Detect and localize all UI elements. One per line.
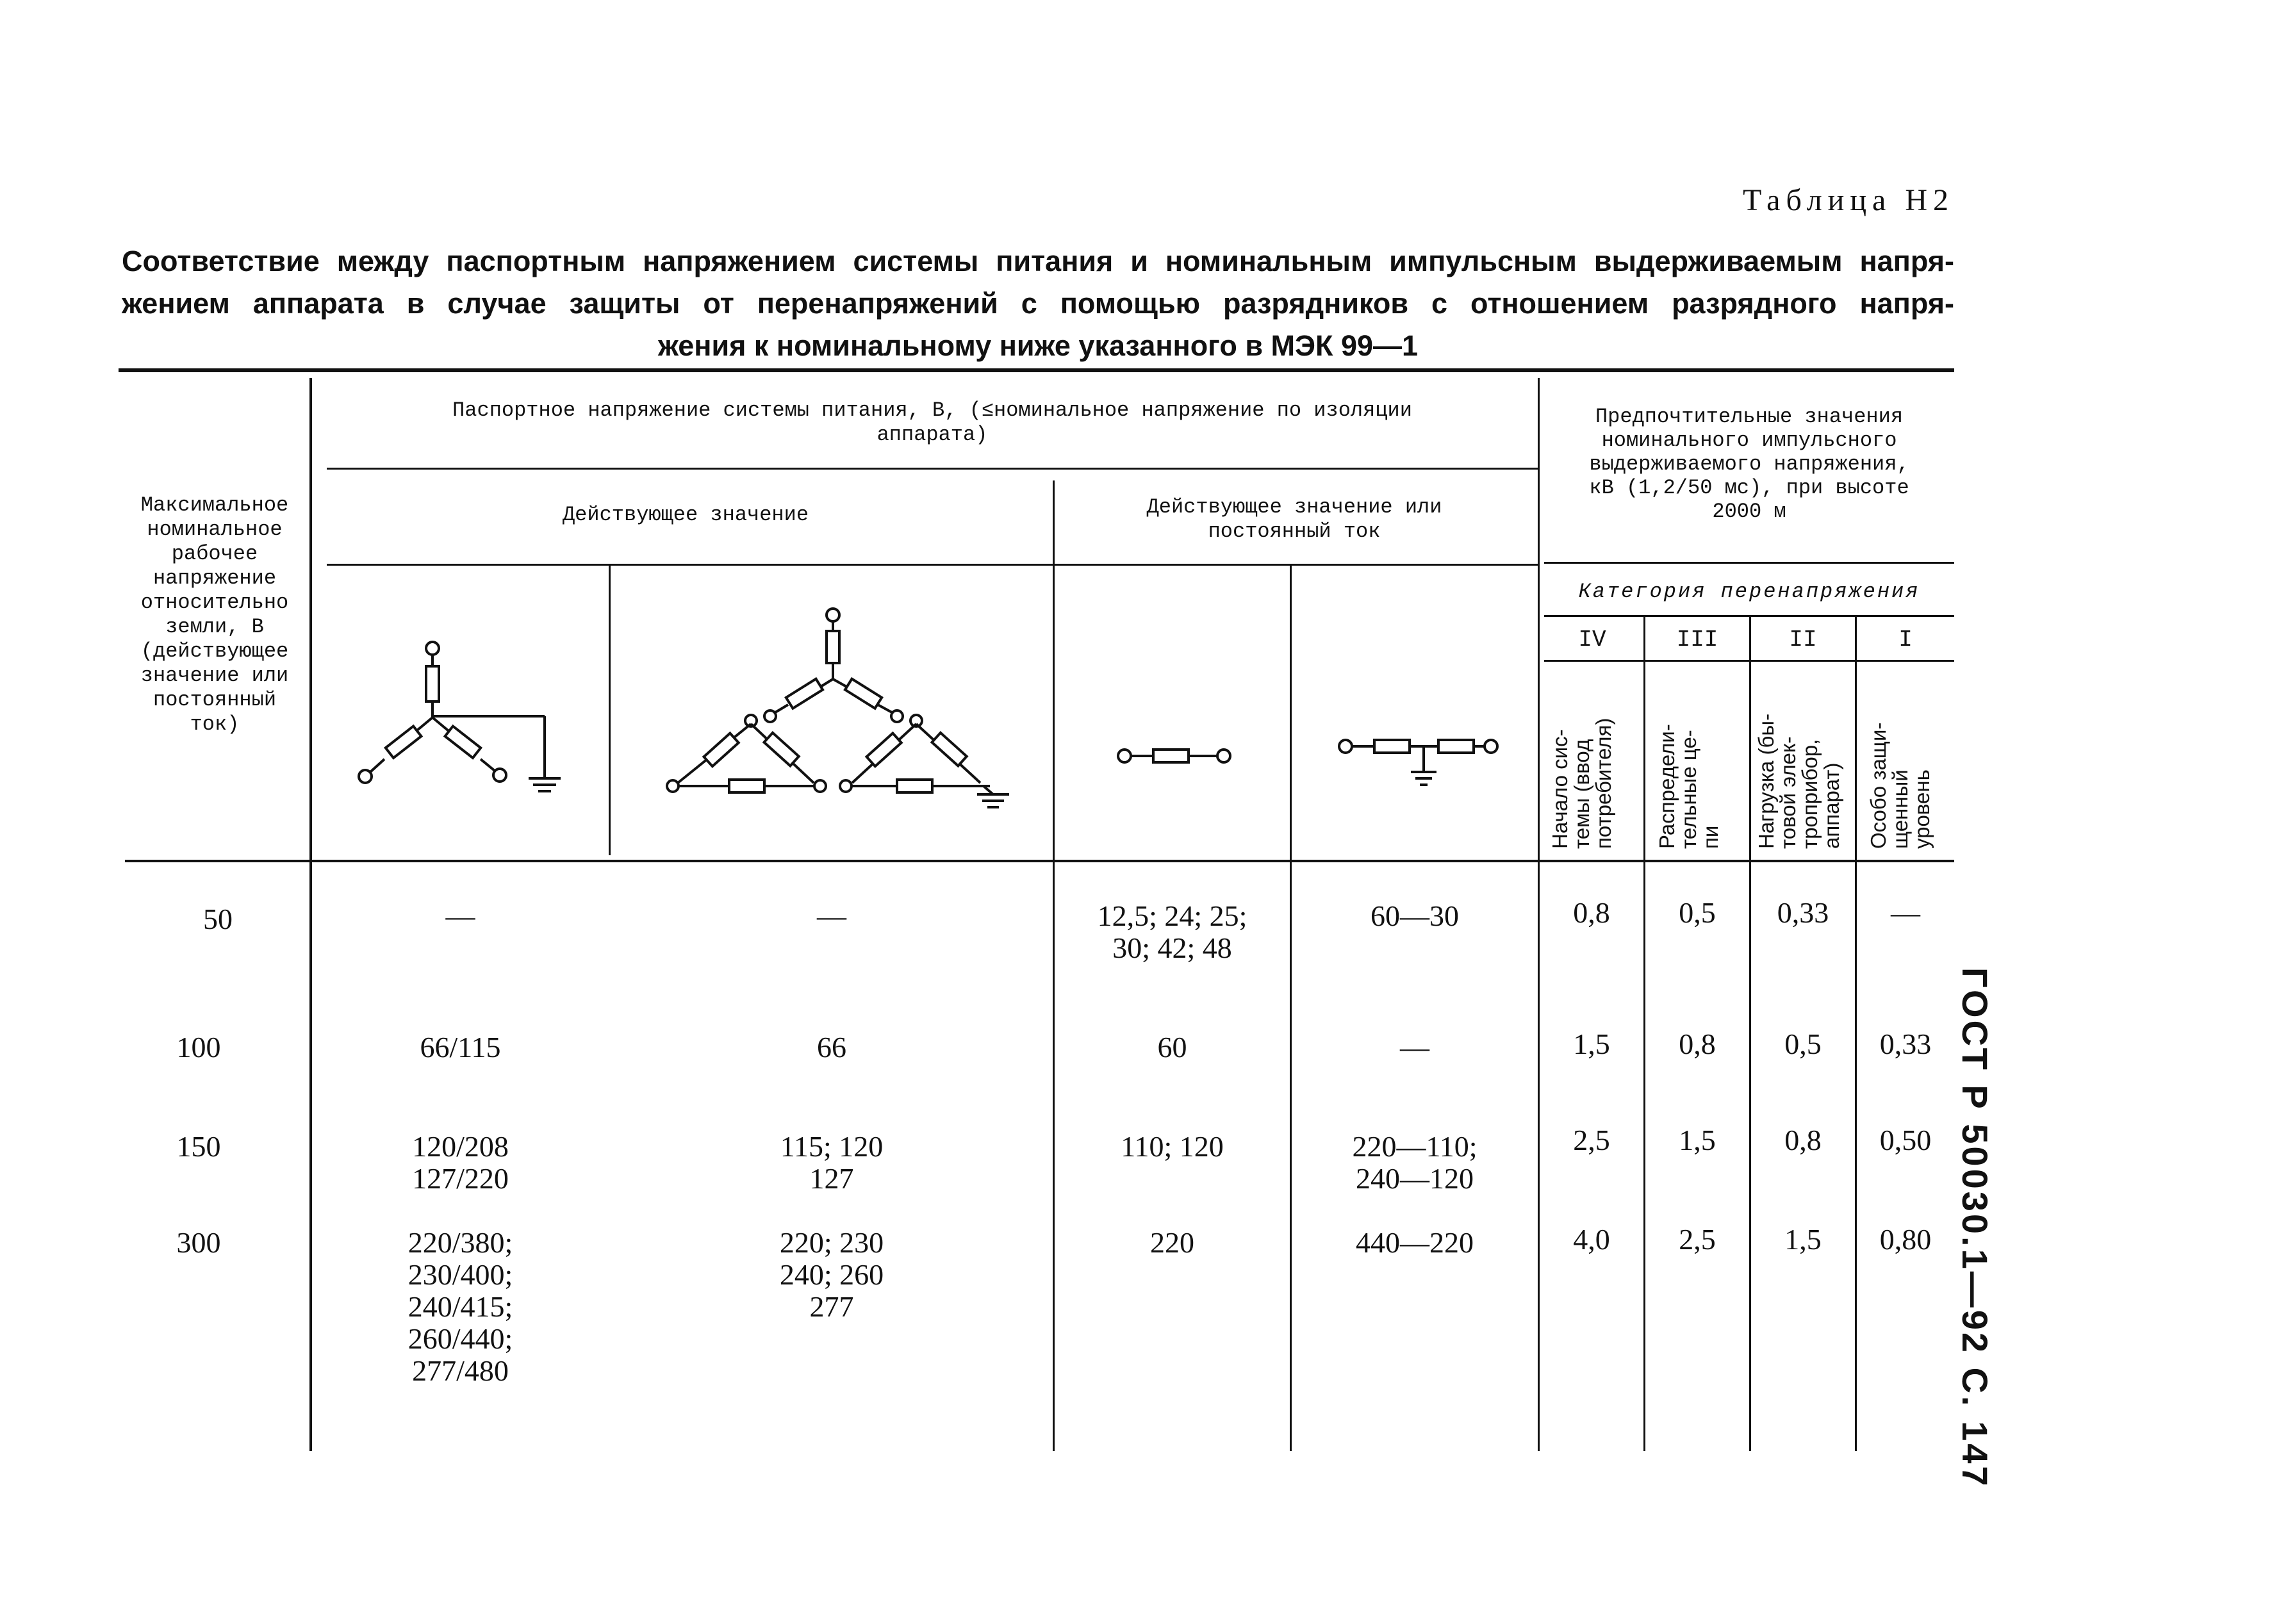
table-row-4-ii: 1,5	[1784, 1223, 1822, 1256]
table-title	[122, 240, 1954, 367]
side-page-header: ГОСТ Р 50030.1—92 С. 147	[1955, 967, 1995, 1489]
cat-i-desc	[1868, 723, 1933, 849]
table-row-2-iv: 1,5	[1573, 1028, 1610, 1060]
hdr-line: 2000 м	[1712, 500, 1786, 523]
header-bottom-rule	[125, 860, 1954, 862]
table-row-2-iii: 0,8	[1679, 1028, 1716, 1060]
table-row-4-iv: 4,0	[1573, 1223, 1610, 1256]
table-row-2-max: 100	[176, 1031, 221, 1063]
hdr-line: Предпочтительные значения	[1595, 405, 1904, 429]
cat-iv-desc	[1549, 718, 1615, 849]
hdr-line: номинального импульсного	[1601, 429, 1897, 452]
table-row-2-delta: 66	[817, 1031, 846, 1063]
rule-under-rms	[327, 564, 1538, 566]
cat-i-roman: I	[1898, 627, 1913, 653]
hdr-line: аппарата)	[877, 423, 988, 447]
hdr-line: Максимальное	[140, 493, 289, 517]
star-network-icon	[346, 634, 589, 807]
cat-desc-line: Особо защи-	[1866, 722, 1890, 849]
table-row-1-iii: 0,5	[1679, 896, 1716, 929]
table-row-4-i: 0,80	[1879, 1223, 1932, 1256]
cell-line: 115; 120	[780, 1130, 884, 1163]
cat-ii-desc	[1756, 714, 1843, 849]
hdr-line: постоянный ток	[1208, 520, 1381, 543]
table-row-4-star	[312, 1227, 609, 1387]
table-row-3-single: 110; 120	[1121, 1130, 1224, 1163]
hdr-line: номинальное	[147, 518, 283, 541]
table-row-2-ii: 0,5	[1784, 1028, 1822, 1060]
header-category-title: Категория перенапряжения	[1578, 580, 1920, 603]
cell-line: 12,5; 24; 25;	[1097, 899, 1247, 932]
rule-under-passport	[327, 468, 1538, 470]
table-row-1-single	[1055, 900, 1290, 964]
table-row-1-delta: —	[817, 899, 846, 932]
table-row-3-iv: 2,5	[1573, 1124, 1610, 1156]
header-rms-or-dc	[1057, 495, 1531, 544]
top-rule	[119, 368, 1954, 372]
cat-desc-line: Распредели-	[1655, 724, 1679, 849]
single-phase-icon	[1115, 740, 1237, 772]
table-row-4-delta	[611, 1227, 1053, 1323]
table-row-3-i: 0,50	[1879, 1124, 1932, 1156]
cat-desc-line: щенный	[1888, 769, 1912, 849]
table-row-3-delta	[611, 1131, 1053, 1195]
cell-line: 240; 260	[779, 1258, 884, 1291]
cat-desc-line: потребителя)	[1592, 718, 1615, 849]
cat-desc-line: Нагрузка (бы-	[1754, 713, 1778, 849]
header-preferred-values	[1544, 405, 1954, 523]
cell-line: 277/480	[412, 1354, 509, 1387]
cell-line: 277	[809, 1290, 854, 1323]
hdr-line: значение или	[140, 664, 289, 687]
hdr-line: рабочее	[171, 542, 258, 566]
rule-under-preferred	[1544, 562, 1954, 564]
cell-line: 120/208	[412, 1130, 509, 1163]
dc-split-icon	[1336, 721, 1502, 791]
table-row-1-ii: 0,33	[1777, 896, 1829, 929]
table-row-3-dc	[1292, 1131, 1538, 1195]
title-line-2: жением аппарата в случае защиты от перенапряжений с помощью разрядников с отношением разрядного напря-	[122, 287, 1954, 320]
cell-line: 260/440;	[407, 1322, 513, 1355]
header-max-voltage	[122, 493, 308, 737]
hdr-line: (действующее	[140, 639, 289, 663]
cell-line: 230/400;	[407, 1258, 513, 1291]
table-row-4-max: 300	[176, 1226, 221, 1259]
table-row-1-star: —	[445, 899, 475, 932]
cat-iii-roman: III	[1676, 627, 1718, 653]
cat-desc-line: аппарат)	[1820, 762, 1843, 849]
hdr-line: относительно	[140, 591, 289, 614]
table-row-3-iii: 1,5	[1679, 1124, 1716, 1156]
cell-line: 220/380;	[407, 1226, 513, 1259]
cell-line: 220—110;	[1352, 1130, 1478, 1163]
hdr-line: постоянный	[152, 688, 277, 712]
cat-desc-line: товой элек-	[1776, 736, 1800, 849]
table-row-1-max: 50	[203, 903, 233, 935]
cat-desc-line: пи	[1699, 825, 1722, 849]
cell-line: 127	[809, 1162, 854, 1195]
hdr-line: выдерживаемого напряжения,	[1589, 452, 1909, 476]
col-line-3	[1053, 480, 1055, 1451]
hdr-line: ток)	[190, 712, 240, 736]
table-row-3-max: 150	[176, 1130, 221, 1163]
delta-network-icon	[660, 602, 1019, 814]
table-row-4-iii: 2,5	[1679, 1223, 1716, 1256]
title-line-3: жения к номинальному ниже указанного в МЭК 99—1	[657, 329, 1419, 362]
table-row-1-dc: 60—30	[1371, 899, 1459, 932]
cat-desc-line: Начало сис-	[1548, 729, 1572, 849]
col-line-2	[609, 564, 611, 855]
title-line-1: Соответствие между паспортным напряжением системы питания и номинальным импульсным выдерживаемым напря-	[122, 245, 1954, 277]
table-row-4-single: 220	[1150, 1226, 1194, 1259]
cat-desc-line: темы (ввод	[1570, 739, 1593, 849]
header-rms-value: Действующее значение	[562, 503, 809, 527]
hdr-line: земли, В	[165, 615, 264, 639]
table-row-4-dc: 440—220	[1356, 1226, 1474, 1259]
col-line-4	[1290, 564, 1292, 1451]
cell-line: 240—120	[1356, 1162, 1474, 1195]
cat-ii-roman: II	[1789, 627, 1817, 653]
cat-desc-line: тельные це-	[1677, 730, 1700, 849]
hdr-line: Паспортное напряжение системы питания, В, (≤номинальное напряжение по изоляции	[452, 398, 1412, 422]
table-label: Таблица Н2	[1743, 183, 1954, 217]
cat-iv-roman: IV	[1578, 627, 1606, 653]
table-row-1-iv: 0,8	[1573, 896, 1610, 929]
cat-iii-desc	[1656, 724, 1722, 849]
cell-line: 30; 42; 48	[1112, 931, 1232, 964]
hdr-line: Действующее значение или	[1146, 495, 1442, 519]
header-passport-voltage	[320, 398, 1544, 447]
cell-line: 220; 230	[779, 1226, 884, 1259]
table-row-2-star: 66/115	[420, 1031, 501, 1063]
table-row-3-star	[312, 1131, 609, 1195]
hdr-line: кВ (1,2/50 мс), при высоте	[1589, 476, 1909, 500]
table-row-2-single: 60	[1157, 1031, 1187, 1063]
hdr-line: напряжение	[152, 566, 277, 590]
cat-desc-line: уровень	[1910, 769, 1934, 849]
cell-line: 240/415;	[407, 1290, 513, 1323]
cell-line: 127/220	[412, 1162, 509, 1195]
table-row-2-i: 0,33	[1879, 1028, 1932, 1060]
cat-desc-line: троприбор,	[1798, 739, 1822, 849]
table-row-1-i: —	[1891, 896, 1920, 929]
table-row-2-dc: —	[1400, 1031, 1429, 1063]
table-row-3-ii: 0,8	[1784, 1124, 1822, 1156]
